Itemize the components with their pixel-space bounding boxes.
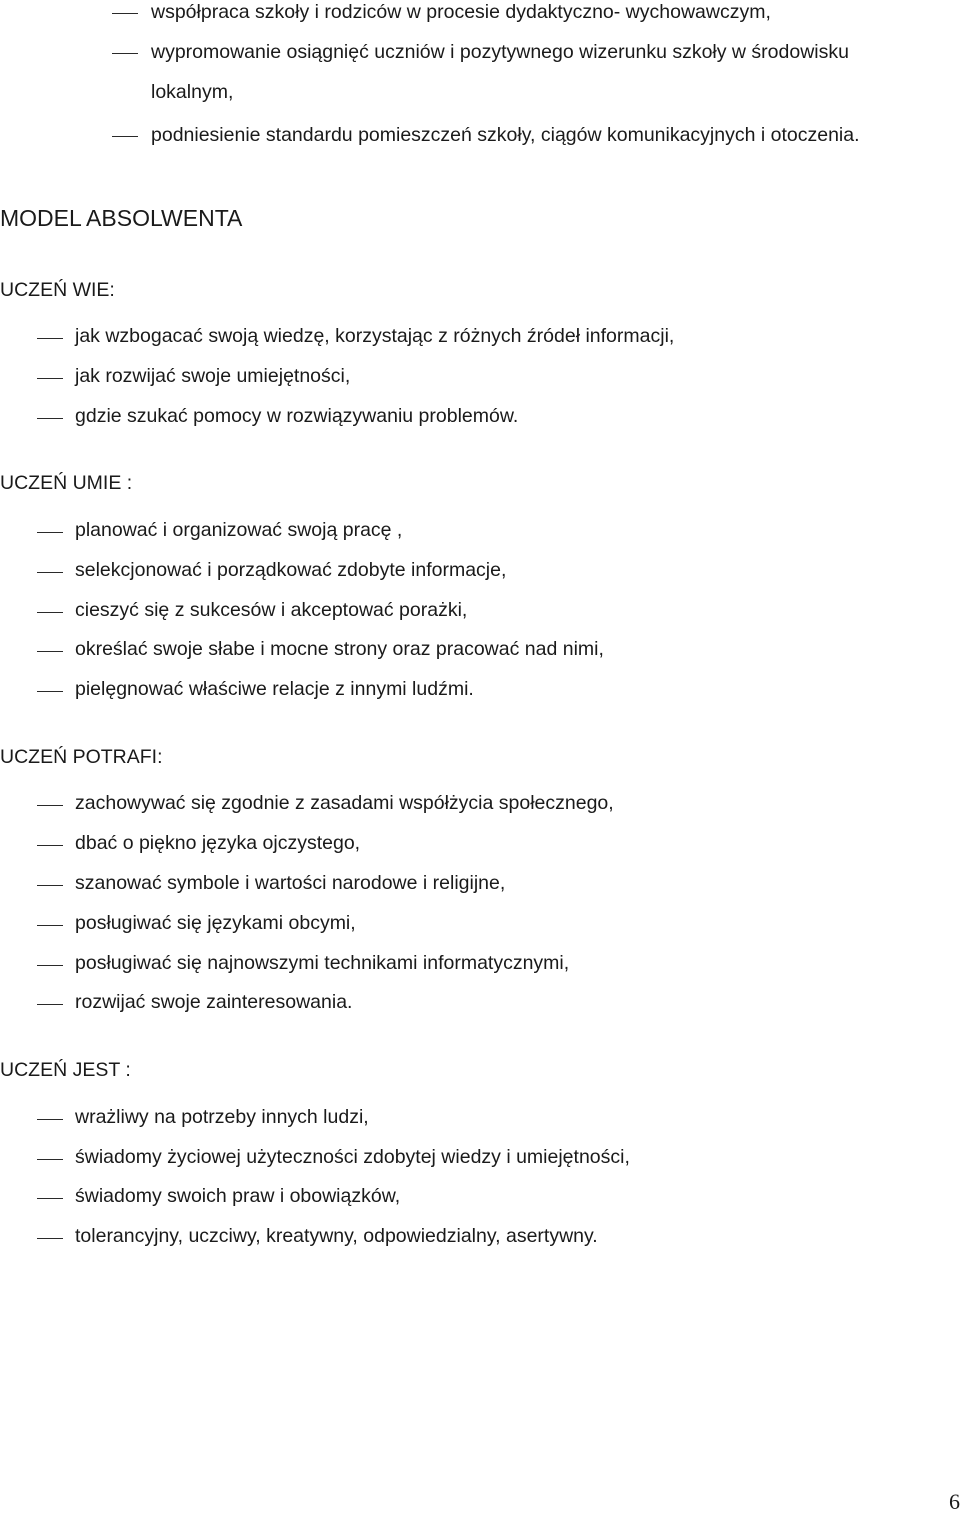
list-item: zachowywać się zgodnie z zasadami współżycia społecznego, [75, 792, 614, 814]
list-item: gdzie szukać pomocy w rozwiązywaniu problemów. [75, 405, 519, 427]
list-dash [37, 612, 63, 613]
list-item: podniesienie standardu pomieszczeń szkoły, ciągów komunikacyjnych i otoczenia. [151, 124, 860, 146]
document-title: MODEL ABSOLWENTA [0, 205, 243, 231]
list-dash [37, 845, 63, 846]
list-dash [112, 53, 138, 54]
list-dash [112, 13, 138, 14]
list-item: jak rozwijać swoje umiejętności, [75, 365, 351, 387]
list-dash [37, 338, 63, 339]
list-dash [37, 1119, 63, 1120]
list-dash [37, 1238, 63, 1239]
list-item: planować i organizować swoją pracę , [75, 519, 403, 541]
list-item: wrażliwy na potrzeby innych ludzi, [75, 1106, 369, 1128]
list-dash [37, 1159, 63, 1160]
list-dash [37, 1198, 63, 1199]
page-number: 6 [949, 1489, 960, 1514]
section-heading: UCZEŃ POTRAFI: [0, 746, 163, 768]
list-dash [37, 885, 63, 886]
list-item: jak wzbogacać swoją wiedzę, korzystając z różnych źródeł informacji, [75, 325, 675, 347]
list-dash [37, 418, 63, 419]
list-item: określać swoje słabe i mocne strony oraz pracować nad nimi, [75, 638, 604, 660]
list-item: dbać o piękno języka ojczystego, [75, 832, 361, 854]
list-dash [37, 378, 63, 379]
list-item: wypromowanie osiągnięć uczniów i pozytywnego wizerunku szkoły w środowisku [151, 41, 849, 63]
section-heading: UCZEŃ UMIE : [0, 472, 133, 494]
list-dash [37, 805, 63, 806]
list-dash [37, 532, 63, 533]
list-item: rozwijać swoje zainteresowania. [75, 991, 353, 1013]
list-item: posługiwać się najnowszymi technikami informatycznymi, [75, 952, 570, 974]
list-item: posługiwać się językami obcymi, [75, 912, 356, 934]
list-item: selekcjonować i porządkować zdobyte informacje, [75, 559, 507, 581]
list-dash [37, 925, 63, 926]
list-item: cieszyć się z sukcesów i akceptować porażki, [75, 599, 468, 621]
list-item: współpraca szkoły i rodziców w procesie dydaktyczno- wychowawczym, [151, 1, 771, 23]
list-dash [37, 572, 63, 573]
list-dash [37, 691, 63, 692]
list-dash [112, 136, 138, 137]
list-item: świadomy życiowej użyteczności zdobytej wiedzy i umiejętności, [75, 1146, 630, 1168]
list-item: tolerancyjny, uczciwy, kreatywny, odpowiedzialny, asertywny. [75, 1225, 598, 1247]
list-item: świadomy swoich praw i obowiązków, [75, 1185, 401, 1207]
section-heading: UCZEŃ WIE: [0, 279, 115, 301]
list-item: szanować symbole i wartości narodowe i religijne, [75, 872, 506, 894]
list-dash [37, 965, 63, 966]
list-item-continuation: lokalnym, [151, 81, 234, 103]
section-heading: UCZEŃ JEST : [0, 1059, 131, 1081]
list-dash [37, 651, 63, 652]
list-item: pielęgnować właściwe relacje z innymi ludźmi. [75, 678, 474, 700]
list-dash [37, 1004, 63, 1005]
